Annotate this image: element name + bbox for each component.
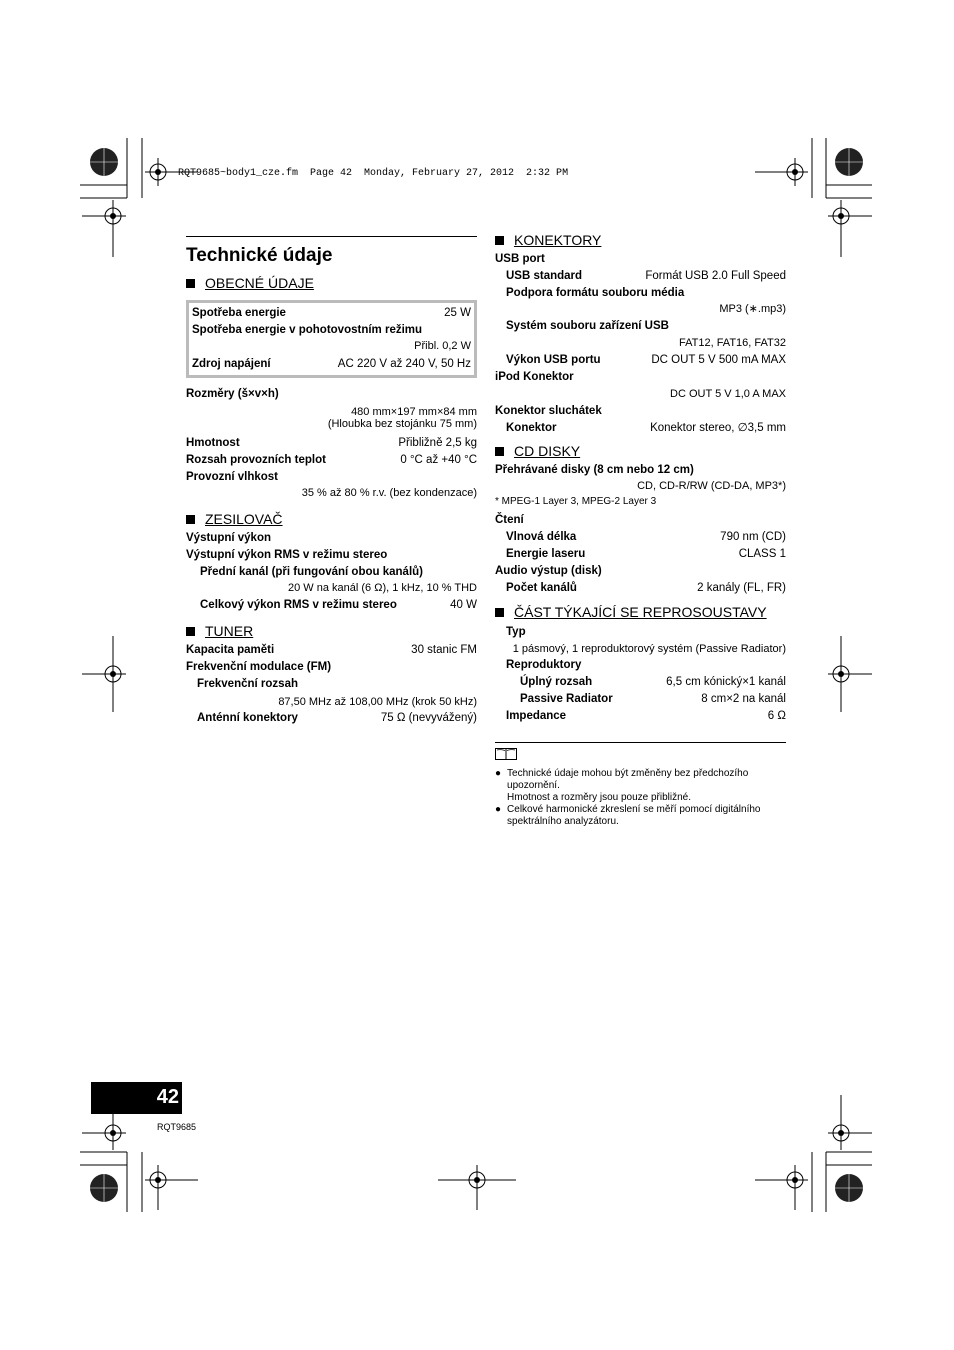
spec-label: Rozměry (š×v×h) bbox=[186, 388, 279, 400]
page-number-tab bbox=[91, 1082, 182, 1114]
spec-label: Konektor sluchátek bbox=[495, 405, 602, 417]
spec-label: Zdroj napájení bbox=[192, 358, 271, 370]
note-text: Hmotnost a rozměry jsou pouze přibližné. bbox=[507, 792, 692, 803]
section-heading: TUNER bbox=[205, 623, 254, 639]
bullet-square-icon bbox=[495, 447, 504, 456]
title-rule bbox=[186, 236, 477, 267]
spec-value: Formát USB 2.0 Full Speed bbox=[645, 270, 786, 282]
section-heading: ČÁST TÝKAJÍCÍ SE REPROSOUSTAVY bbox=[514, 604, 767, 620]
spec-value: 1 pásmový, 1 reproduktorový systém (Passive Radiator) bbox=[512, 643, 786, 655]
spec-label: Počet kanálů bbox=[506, 582, 577, 594]
bullet-square-icon bbox=[186, 279, 195, 288]
spec-value: AC 220 V až 240 V, 50 Hz bbox=[337, 358, 471, 370]
spec-label: Rozsah provozních teplot bbox=[186, 454, 326, 466]
spec-label: Kapacita paměti bbox=[186, 644, 275, 656]
bullet-dot-icon: ● bbox=[495, 804, 502, 815]
bullet-square-icon bbox=[186, 627, 195, 636]
section-general bbox=[186, 275, 477, 291]
spec-value: 2 kanály (FL, FR) bbox=[697, 582, 786, 594]
spec-label: USB port bbox=[495, 253, 545, 265]
bullet-square-icon bbox=[495, 236, 504, 245]
spec-label: Čtení bbox=[495, 514, 524, 526]
spec-label: Vlnová délka bbox=[506, 531, 577, 543]
section-heading: CD DISKY bbox=[514, 443, 581, 459]
spec-value: Přibl. 0,2 W bbox=[414, 340, 471, 352]
note-item bbox=[495, 804, 786, 828]
section-heading: OBECNÉ ÚDAJE bbox=[205, 275, 314, 291]
footnote: * MPEG-1 Layer 3, MPEG-2 Layer 3 bbox=[495, 496, 657, 507]
notes-block bbox=[495, 742, 786, 828]
spec-value: 480 mm×197 mm×84 mm bbox=[351, 406, 477, 418]
file-header: RQT9685~body1_cze.fm Page 42 Monday, February 27, 2012 2:32 PM bbox=[178, 168, 569, 179]
spec-label: Frekvenční modulace (FM) bbox=[186, 661, 332, 673]
right-column bbox=[495, 232, 786, 828]
left-column bbox=[186, 236, 477, 727]
page-title: Technické údaje bbox=[186, 245, 333, 266]
spec-label: Výstupní výkon bbox=[186, 532, 271, 544]
spec-label: Spotřeba energie v pohotovostním režimu bbox=[192, 324, 423, 336]
spec-label: Impedance bbox=[506, 710, 567, 722]
bullet-square-icon bbox=[186, 515, 195, 524]
book-icon bbox=[495, 748, 517, 760]
spec-label: Audio výstup (disk) bbox=[495, 565, 602, 577]
section-tuner bbox=[186, 623, 477, 639]
spec-value: 40 W bbox=[450, 599, 477, 611]
spec-label: Spotřeba energie bbox=[192, 307, 286, 319]
spec-label: iPod Konektor bbox=[495, 371, 574, 383]
spec-label: Hmotnost bbox=[186, 437, 240, 449]
spec-value: 75 Ω (nevyvážený) bbox=[380, 712, 477, 724]
section-heading: KONEKTORY bbox=[514, 232, 602, 248]
spec-label: Celkový výkon RMS v režimu stereo bbox=[200, 599, 397, 611]
spec-value: 790 nm (CD) bbox=[720, 531, 786, 543]
spec-value: 0 °C až +40 °C bbox=[400, 454, 477, 466]
spec-value: CLASS 1 bbox=[738, 548, 786, 560]
spec-value: 8 cm×2 na kanál bbox=[701, 693, 786, 705]
note-item bbox=[495, 768, 786, 804]
spec-value: 20 W na kanál (6 Ω), 1 kHz, 10 % THD bbox=[288, 582, 477, 594]
spec-value: MP3 (∗.mp3) bbox=[719, 303, 786, 315]
spec-label: Frekvenční rozsah bbox=[197, 678, 298, 690]
spec-value: FAT12, FAT16, FAT32 bbox=[679, 337, 786, 349]
spec-value: 6 Ω bbox=[767, 710, 786, 722]
general-box bbox=[186, 300, 477, 378]
spec-label: Výkon USB portu bbox=[506, 354, 601, 366]
section-connectors bbox=[495, 232, 786, 248]
spec-value: Přibližně 2,5 kg bbox=[398, 437, 477, 449]
spec-value: 30 stanic FM bbox=[411, 644, 477, 656]
spec-label: Provozní vlhkost bbox=[186, 471, 279, 483]
spec-label: Systém souboru zařízení USB bbox=[506, 320, 669, 332]
note-text: Technické údaje mohou být změněny bez předchozího upozornění. bbox=[507, 768, 749, 791]
spec-label: Podpora formátu souboru média bbox=[506, 287, 685, 299]
spec-value: 35 % až 80 % r.v. (bez kondenzace) bbox=[301, 487, 477, 499]
doc-code: RQT9685 bbox=[157, 1122, 197, 1132]
spec-value: Konektor stereo, ∅3,5 mm bbox=[650, 422, 786, 434]
spec-label: USB standard bbox=[506, 270, 583, 282]
spec-label: Passive Radiator bbox=[520, 693, 613, 705]
spec-label: Přední kanál (při fungování obou kanálů) bbox=[200, 566, 423, 578]
spec-label: Konektor bbox=[506, 422, 557, 434]
section-speaker bbox=[495, 604, 786, 620]
bullet-dot-icon: ● bbox=[495, 768, 502, 779]
spec-value: 6,5 cm kónický×1 kanál bbox=[666, 676, 786, 688]
spec-label: Typ bbox=[506, 626, 526, 638]
spec-label: Anténní konektory bbox=[197, 712, 298, 724]
spec-value: 87,50 MHz až 108,00 MHz (krok 50 kHz) bbox=[278, 696, 477, 708]
section-heading: ZESILOVAČ bbox=[205, 511, 283, 527]
spec-label: Přehrávané disky (8 cm nebo 12 cm) bbox=[495, 464, 694, 476]
spec-label: Reproduktory bbox=[506, 659, 582, 671]
bullet-square-icon bbox=[495, 608, 504, 617]
spec-value: DC OUT 5 V 500 mA MAX bbox=[651, 354, 786, 366]
spec-label: Úplný rozsah bbox=[520, 676, 593, 688]
section-cd bbox=[495, 443, 786, 459]
spec-value: DC OUT 5 V 1,0 A MAX bbox=[670, 388, 786, 400]
spec-label: Výstupní výkon RMS v režimu stereo bbox=[186, 549, 388, 561]
section-amplifier bbox=[186, 511, 477, 527]
spec-note: (Hloubka bez stojánku 75 mm) bbox=[327, 418, 477, 430]
spec-value: 25 W bbox=[444, 307, 471, 319]
spec-value: CD, CD-R/RW (CD-DA, MP3*) bbox=[637, 480, 786, 492]
spec-label: Energie laseru bbox=[506, 548, 586, 560]
note-text: Celkové harmonické zkreslení se měří pomocí digitálního spektrálního analyzátoru. bbox=[507, 804, 761, 827]
page-number: 42 bbox=[156, 1086, 179, 1108]
